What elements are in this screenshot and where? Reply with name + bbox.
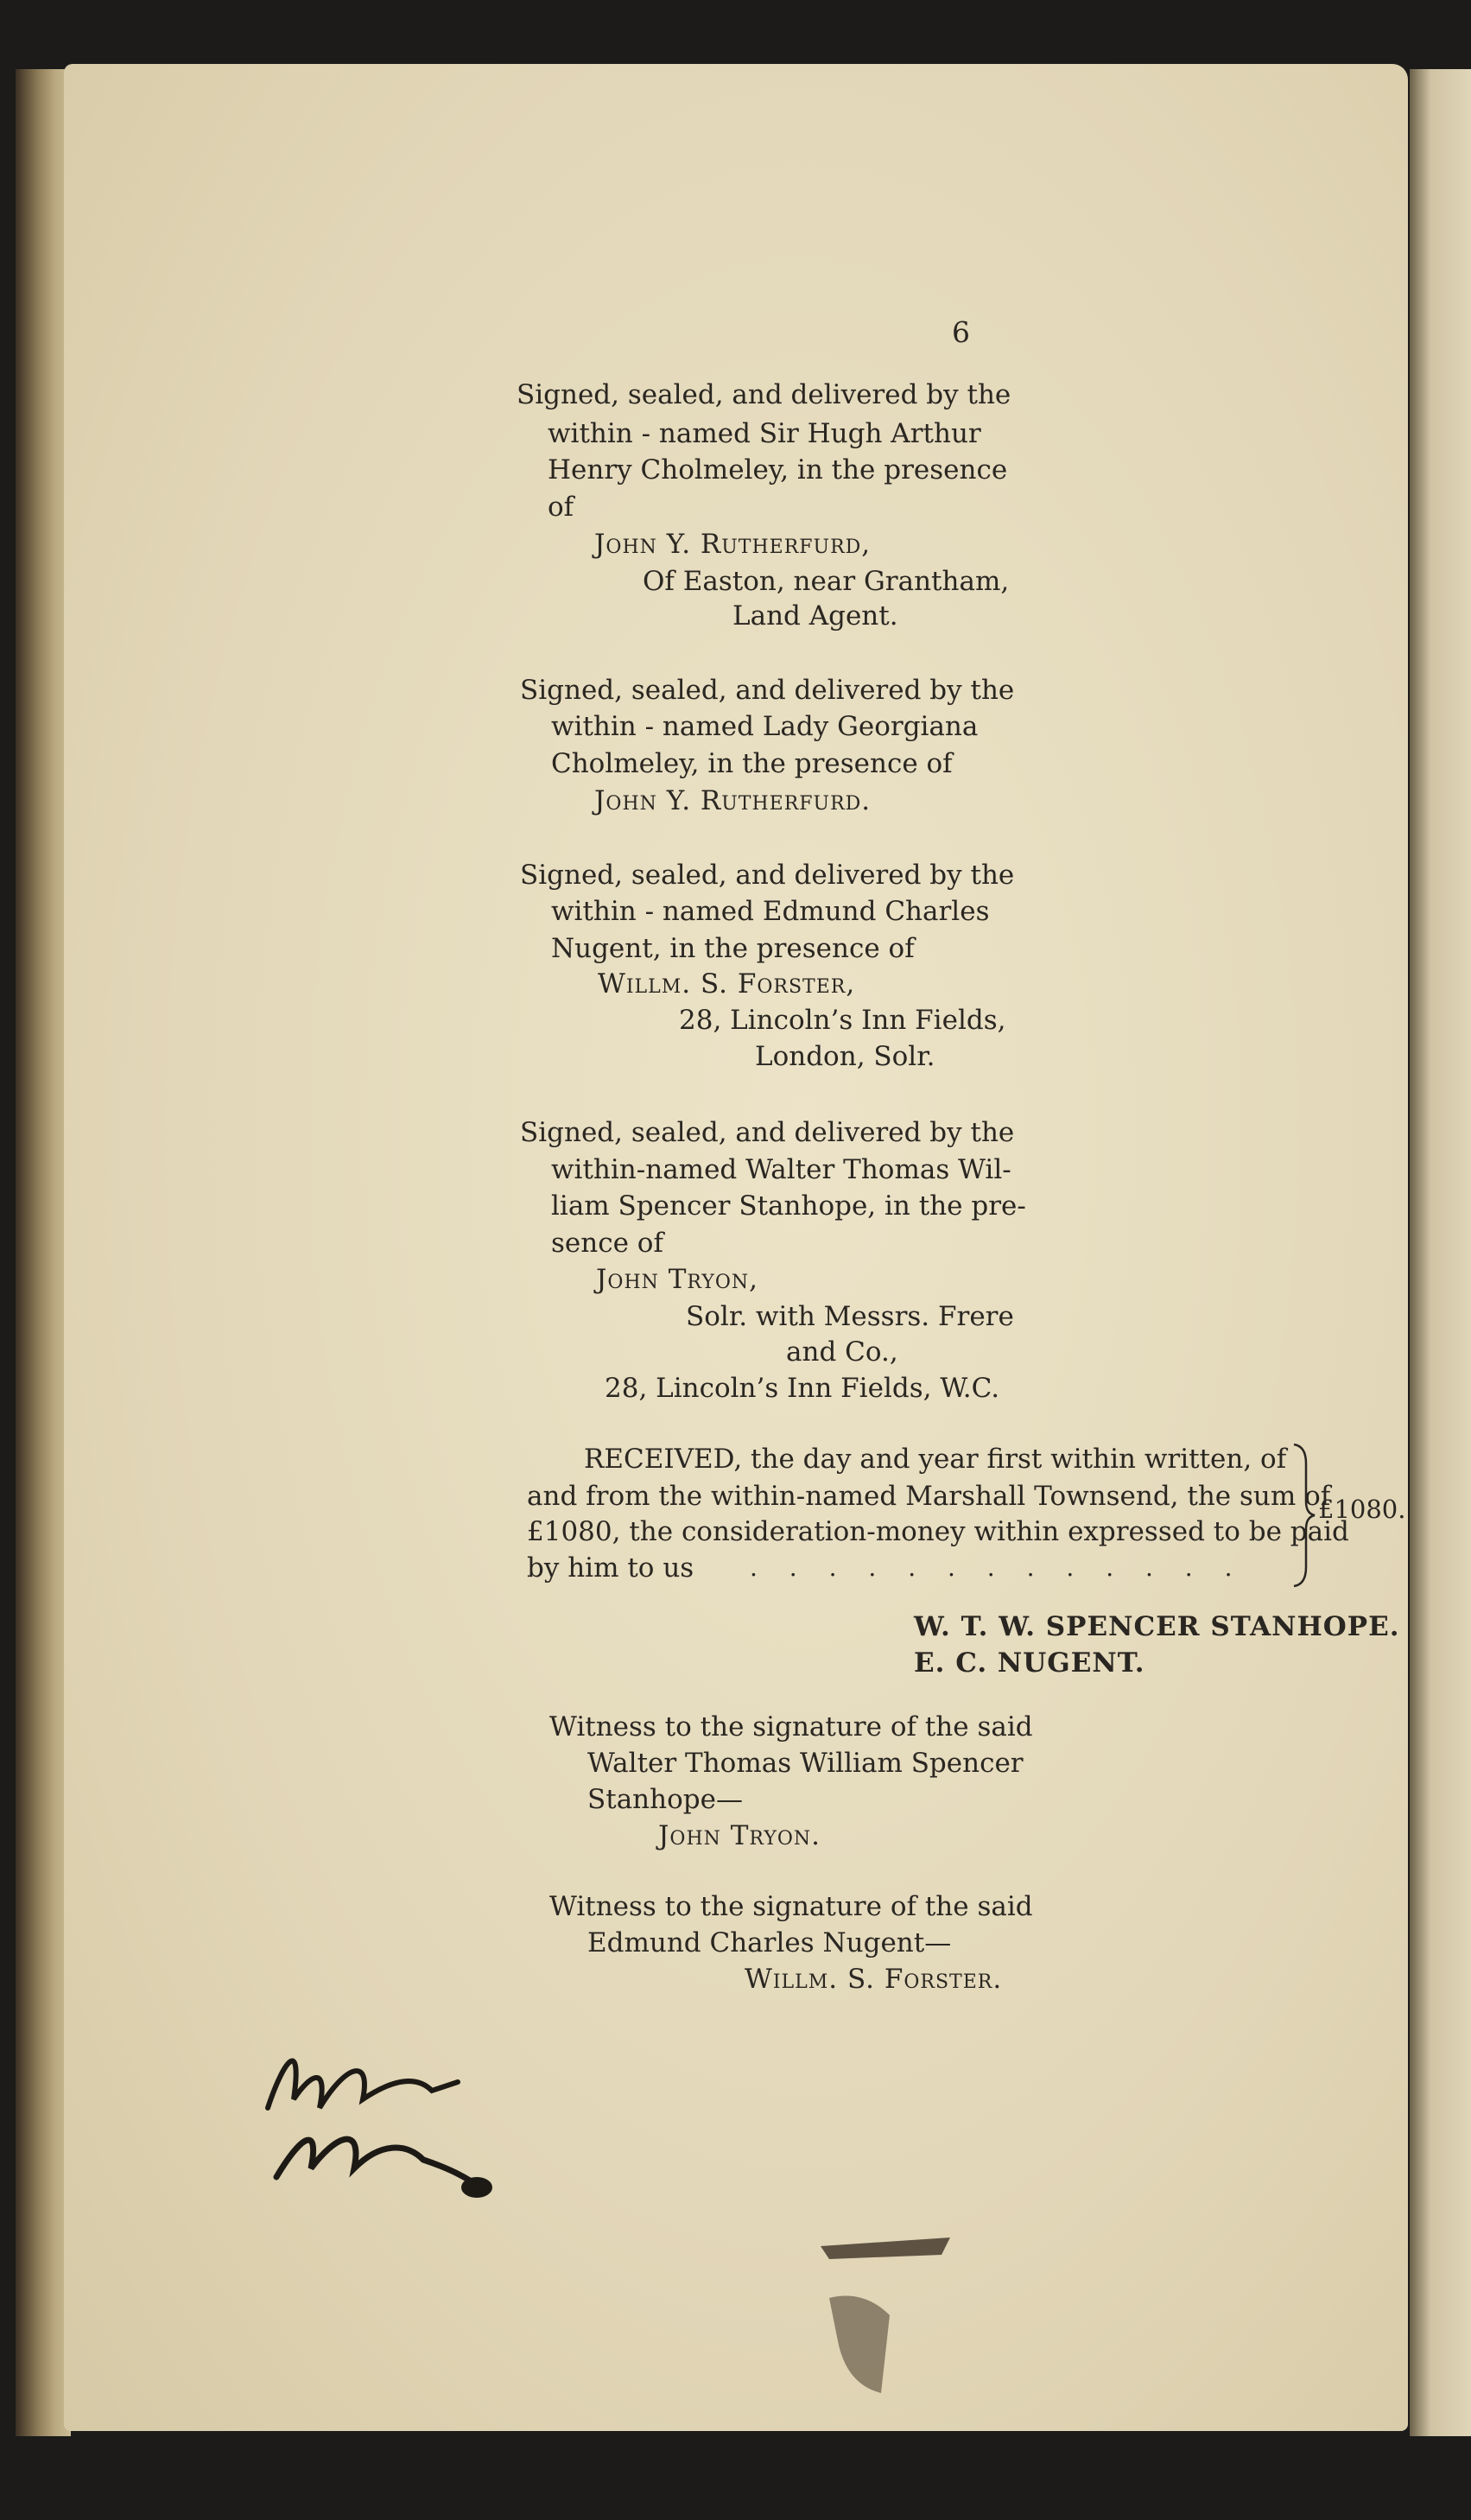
attestation-line: Signed, sealed, and delivered by the — [520, 1117, 1015, 1148]
attestation-line: of — [548, 492, 574, 523]
attestation-line: within - named Sir Hugh Arthur — [548, 418, 981, 449]
facing-page-edge — [1410, 69, 1471, 2436]
witness-line: Witness to the signature of the said — [549, 1891, 1033, 1922]
attestation-line: within-named Walter Thomas Wil- — [551, 1154, 1011, 1185]
attestation-line: liam Spencer Stanhope, in the pre- — [551, 1190, 1026, 1222]
leader-dots: . . . . . . . . . . . . . — [750, 1553, 1245, 1582]
attestation-line: Signed, sealed, and delivered by the — [517, 379, 1011, 410]
signatory-name: W. T. W. SPENCER STANHOPE. — [914, 1611, 1400, 1642]
witness-name: John Y. Rutherfurd. — [594, 785, 872, 816]
witness-line: Walter Thomas William Spencer — [587, 1748, 1024, 1779]
ink-stain — [812, 2212, 985, 2402]
witness-name: Willm. S. Forster. — [745, 1964, 1003, 1995]
witness-line: Witness to the signature of the said — [549, 1711, 1033, 1742]
curly-brace — [1290, 1441, 1316, 1590]
witness-line: Edmund Charles Nugent— — [587, 1927, 952, 1958]
attestation-line: within - named Lady Georgiana — [551, 711, 979, 742]
attestation-line: Signed, sealed, and delivered by the — [520, 675, 1015, 706]
attestation-line: within - named Edmund Charles — [551, 896, 990, 927]
receipt-line: by him to us — [527, 1552, 694, 1584]
receipt-line: RECEIVED, the day and year first within written, of — [584, 1444, 1287, 1475]
witness-address: 28, Lincoln’s Inn Fields, W.C. — [605, 1373, 1000, 1404]
attestation-line: Henry Cholmeley, in the presence — [548, 454, 1008, 486]
handwritten-initials — [250, 2004, 501, 2212]
witness-address: London, Solr. — [755, 1041, 935, 1072]
page-number: 6 — [952, 315, 970, 349]
attestation-line: Signed, sealed, and delivered by the — [520, 860, 1015, 891]
witness-address: and Co., — [786, 1336, 898, 1368]
receipt-line: and from the within-named Marshall Townsend, the sum of — [527, 1481, 1331, 1512]
book-spine-edge — [16, 69, 71, 2436]
witness-name: John Tryon. — [658, 1820, 821, 1851]
attestation-line: Nugent, in the presence of — [551, 933, 915, 964]
witness-address: Solr. with Messrs. Frere — [686, 1301, 1014, 1332]
witness-name: John Tryon, — [596, 1264, 758, 1295]
receipt-amount: £1080. — [1318, 1495, 1406, 1524]
witness-name: John Y. Rutherfurd, — [594, 529, 872, 560]
witness-occupation: Land Agent. — [732, 600, 898, 632]
receipt-line: £1080, the consideration-money within expressed to be paid — [527, 1516, 1349, 1547]
witness-address: 28, Lincoln’s Inn Fields, — [679, 1005, 1006, 1036]
signatory-name: E. C. NUGENT. — [914, 1647, 1145, 1679]
witness-line: Stanhope— — [587, 1784, 743, 1815]
witness-name: Willm. S. Forster, — [598, 968, 856, 1000]
attestation-line: sence of — [551, 1228, 663, 1259]
witness-address: Of Easton, near Grantham, — [643, 566, 1010, 597]
attestation-line: Cholmeley, in the presence of — [551, 748, 953, 779]
